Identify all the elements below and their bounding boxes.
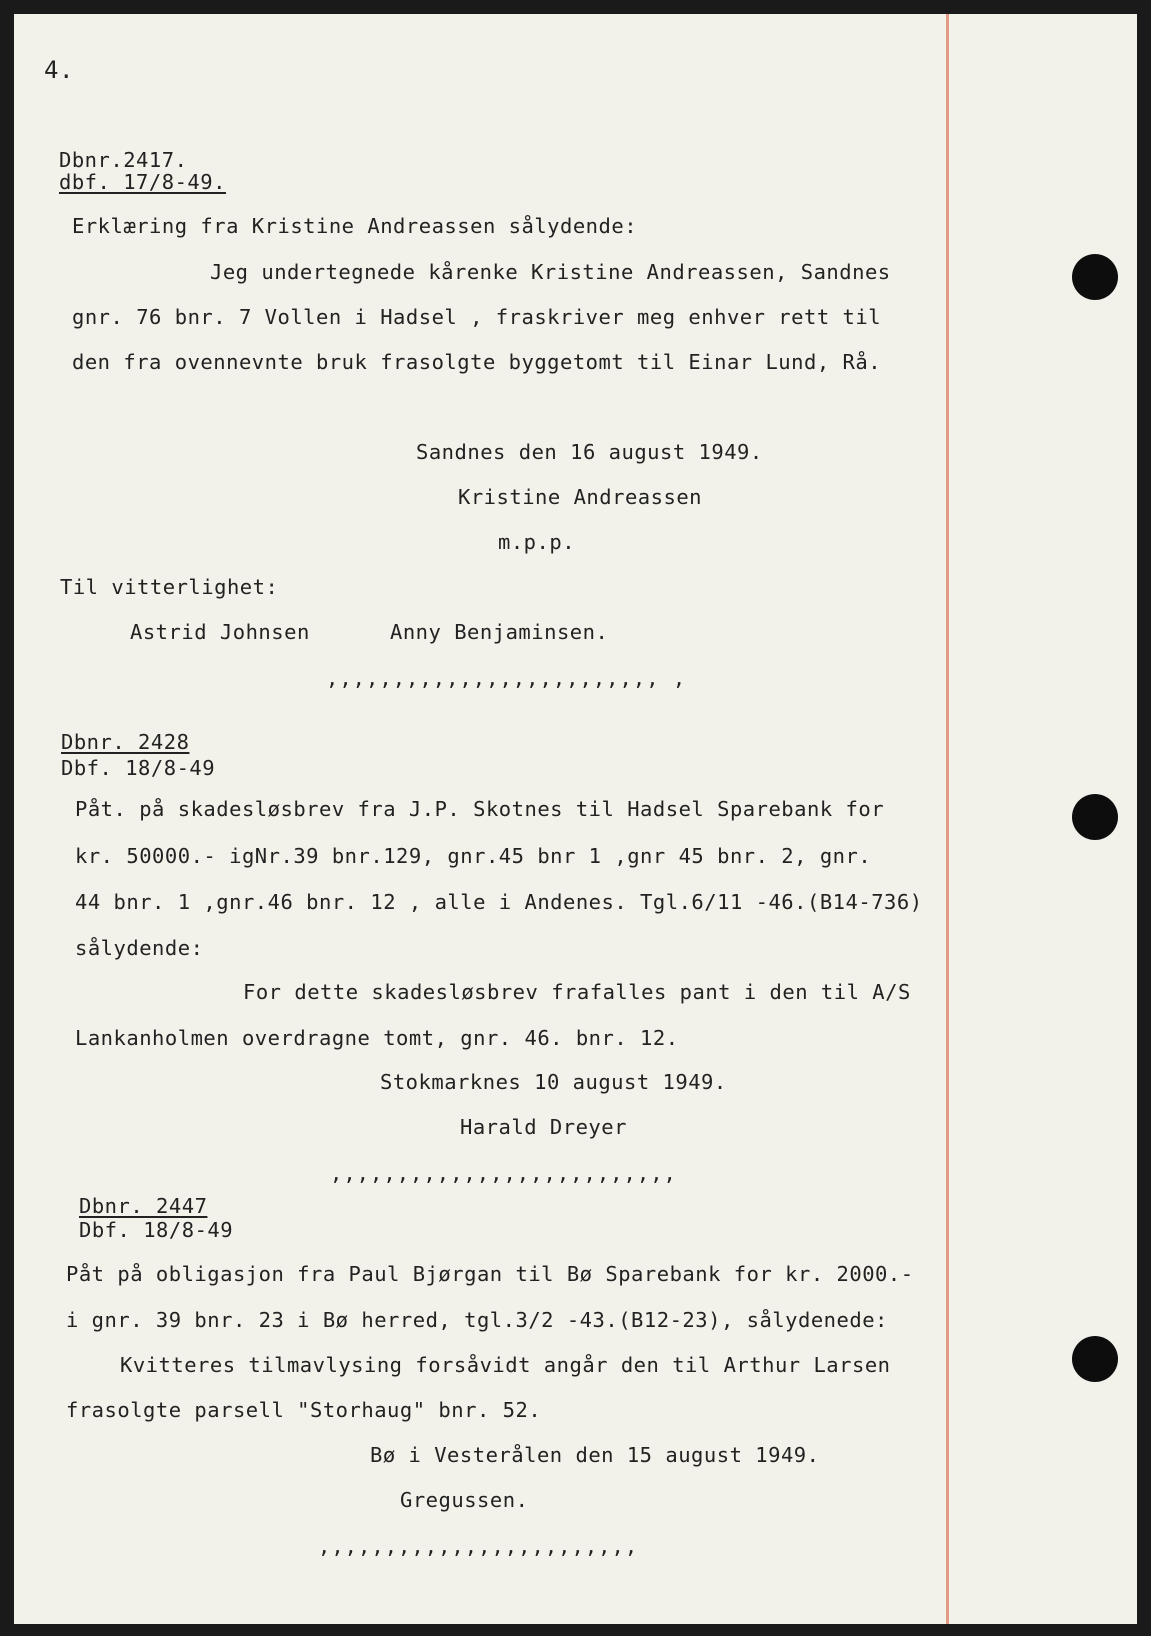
separator-commas: ,,,,,,,,,,,,,,,,,,,,,,,,, ,	[326, 666, 687, 690]
witness-heading: Til vitterlighet:	[60, 575, 279, 599]
entry-ref-number: Dbnr. 2428	[61, 730, 190, 754]
page-number: 4.	[44, 56, 74, 84]
entry-place-date: Stokmarknes 10 august 1949.	[380, 1070, 727, 1094]
entry-signature: Kristine Andreassen	[458, 485, 702, 509]
entry-text-line: Kvitteres tilmavlysing forsåvidt angår den til Arthur Larsen	[120, 1353, 891, 1377]
red-margin-line	[946, 14, 949, 1624]
entry-text-line: i gnr. 39 bnr. 23 i Bø herred, tgl.3/2 -43.(B12-23), sålydenede:	[66, 1308, 888, 1332]
entry-text-line: Påt på obligasjon fra Paul Bjørgan til Bø Sparebank for kr. 2000.-	[66, 1262, 914, 1286]
entry-text-line: kr. 50000.- igNr.39 bnr.129, gnr.45 bnr 1 ,gnr 45 bnr. 2, gnr.	[75, 844, 872, 868]
entry-text-line: 44 bnr. 1 ,gnr.46 bnr. 12 , alle i Andenes. Tgl.6/11 -46.(B14-736)	[75, 890, 923, 914]
entry-text-line: frasolgte parsell "Storhaug" bnr. 52.	[66, 1398, 542, 1422]
witness-name: Astrid Johnsen	[130, 620, 310, 644]
entry-place-date: Sandnes den 16 august 1949.	[416, 440, 763, 464]
punch-hole	[1072, 794, 1118, 840]
entry-signature: Harald Dreyer	[460, 1115, 627, 1139]
entry-ref-number: Dbnr. 2447	[79, 1194, 208, 1218]
entry-ref-date: Dbf. 18/8-49	[61, 756, 216, 780]
punch-hole	[1072, 1336, 1118, 1382]
entry-text-line: sålydende:	[75, 936, 204, 960]
entry-signature: Gregussen.	[400, 1488, 529, 1512]
entry-text-line: Påt. på skadesløsbrev fra J.P. Skotnes til Hadsel Sparebank for	[75, 797, 885, 821]
entry-text-line: Jeg undertegnede kårenke Kristine Andreassen, Sandnes	[210, 260, 891, 284]
entry-ref-date: dbf. 17/8-49.	[59, 170, 226, 194]
entry-text-line: gnr. 76 bnr. 7 Vollen i Hadsel , fraskriver meg enhver rett til	[72, 305, 882, 329]
entry-text-line: den fra ovennevnte bruk frasolgte byggetomt til Einar Lund, Rå.	[72, 350, 882, 374]
punch-hole	[1072, 254, 1118, 300]
entry-place-date: Bø i Vesterålen den 15 august 1949.	[370, 1443, 820, 1467]
entry-text-line: For dette skadesløsbrev frafalles pant i den til A/S	[243, 980, 911, 1004]
separator-commas: ,,,,,,,,,,,,,,,,,,,,,,,,	[318, 1534, 639, 1558]
witness-name: Anny Benjaminsen.	[390, 620, 609, 644]
document-page	[14, 14, 1137, 1624]
entry-text-line: Erklæring fra Kristine Andreassen sålydende:	[72, 214, 638, 238]
entry-ref-date: Dbf. 18/8-49	[79, 1218, 234, 1242]
entry-ref-number: Dbnr.2417.	[59, 148, 188, 172]
separator-commas: ,,,,,,,,,,,,,,,,,,,,,,,,,,	[330, 1161, 677, 1185]
entry-text-line: Lankanholmen overdragne tomt, gnr. 46. bnr. 12.	[75, 1026, 679, 1050]
entry-signature-note: m.p.p.	[498, 530, 576, 554]
